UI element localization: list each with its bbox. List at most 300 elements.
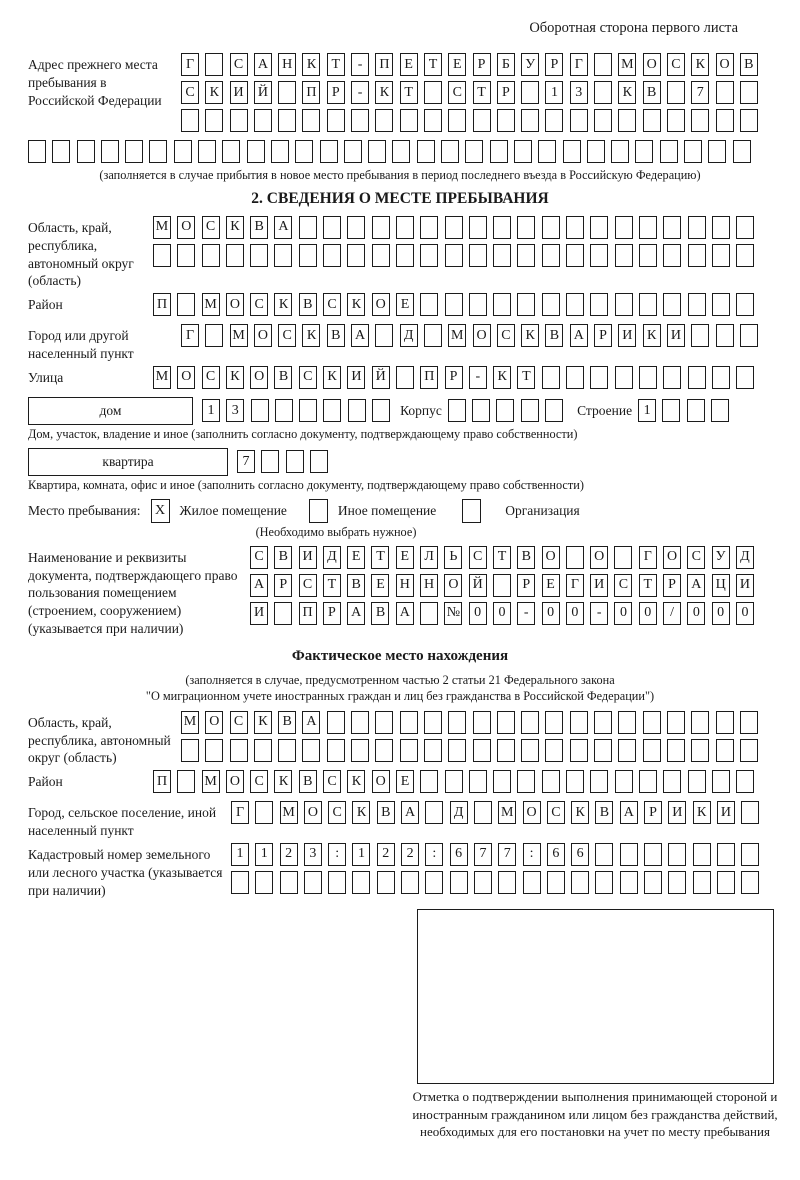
char-cell[interactable]	[278, 739, 296, 762]
char-cell[interactable]: Т	[400, 81, 418, 104]
char-cell[interactable]: А	[302, 711, 320, 734]
char-cell[interactable]: Б	[497, 53, 515, 76]
char-cell[interactable]: 7	[498, 843, 516, 866]
char-cell[interactable]: К	[274, 770, 292, 793]
char-cell[interactable]: О	[473, 324, 491, 347]
char-cell[interactable]	[618, 109, 636, 132]
char-cell[interactable]	[521, 109, 539, 132]
char-cell[interactable]: В	[517, 546, 535, 569]
char-cell[interactable]	[417, 140, 435, 163]
char-cell[interactable]	[445, 293, 463, 316]
char-cell[interactable]	[469, 293, 487, 316]
char-cell[interactable]: Д	[450, 801, 468, 824]
char-cell[interactable]	[254, 739, 272, 762]
char-cell[interactable]	[590, 293, 608, 316]
char-cell[interactable]	[570, 739, 588, 762]
char-cell[interactable]	[472, 399, 490, 422]
char-cell[interactable]	[101, 140, 119, 163]
char-cell[interactable]: Е	[347, 546, 365, 569]
char-cell[interactable]: Е	[448, 53, 466, 76]
char-cell[interactable]	[667, 711, 685, 734]
char-cell[interactable]: С	[448, 81, 466, 104]
char-cell[interactable]: П	[153, 770, 171, 793]
char-cell[interactable]	[587, 140, 605, 163]
char-cell[interactable]	[302, 109, 320, 132]
char-cell[interactable]: И	[736, 574, 754, 597]
char-cell[interactable]	[202, 244, 220, 267]
char-cell[interactable]	[250, 244, 268, 267]
char-cell[interactable]: Т	[323, 574, 341, 597]
char-cell[interactable]	[740, 81, 758, 104]
char-cell[interactable]: Р	[327, 81, 345, 104]
char-cell[interactable]: Т	[371, 546, 389, 569]
char-cell[interactable]	[712, 293, 730, 316]
char-cell[interactable]: М	[498, 801, 516, 824]
char-cell[interactable]	[247, 140, 265, 163]
char-cell[interactable]	[392, 140, 410, 163]
char-cell[interactable]	[230, 109, 248, 132]
char-cell[interactable]	[736, 216, 754, 239]
char-cell[interactable]: О	[523, 801, 541, 824]
char-cell[interactable]: С	[202, 216, 220, 239]
char-cell[interactable]	[643, 109, 661, 132]
char-cell[interactable]	[542, 770, 560, 793]
char-cell[interactable]	[538, 140, 556, 163]
char-cell[interactable]	[251, 399, 269, 422]
char-cell[interactable]: №	[444, 602, 462, 625]
char-cell[interactable]	[327, 711, 345, 734]
char-cell[interactable]: 0	[639, 602, 657, 625]
char-cell[interactable]	[545, 399, 563, 422]
char-cell[interactable]	[222, 140, 240, 163]
char-cell[interactable]: М	[202, 293, 220, 316]
char-cell[interactable]: С	[202, 366, 220, 389]
char-cell[interactable]: В	[274, 546, 292, 569]
char-cell[interactable]: 0	[566, 602, 584, 625]
char-cell[interactable]	[465, 140, 483, 163]
char-cell[interactable]	[741, 801, 759, 824]
char-cell[interactable]: С	[328, 801, 346, 824]
char-cell[interactable]	[639, 244, 657, 267]
char-cell[interactable]	[566, 366, 584, 389]
char-cell[interactable]: Т	[493, 546, 511, 569]
char-cell[interactable]	[740, 109, 758, 132]
char-cell[interactable]: Р	[663, 574, 681, 597]
char-cell[interactable]	[205, 109, 223, 132]
char-cell[interactable]: Т	[517, 366, 535, 389]
char-cell[interactable]: К	[493, 366, 511, 389]
char-cell[interactable]	[620, 843, 638, 866]
char-cell[interactable]: С	[230, 53, 248, 76]
char-cell[interactable]: Е	[396, 293, 414, 316]
char-cell[interactable]: Н	[396, 574, 414, 597]
char-cell[interactable]: Г	[181, 324, 199, 347]
char-cell[interactable]: Л	[420, 546, 438, 569]
char-cell[interactable]: Й	[372, 366, 390, 389]
char-cell[interactable]	[712, 366, 730, 389]
char-cell[interactable]: М	[202, 770, 220, 793]
char-cell[interactable]: К	[254, 711, 272, 734]
char-cell[interactable]: О	[304, 801, 322, 824]
char-cell[interactable]: П	[153, 293, 171, 316]
char-cell[interactable]: Д	[736, 546, 754, 569]
char-cell[interactable]: О	[716, 53, 734, 76]
char-cell[interactable]: С	[323, 293, 341, 316]
char-cell[interactable]	[299, 399, 317, 422]
char-cell[interactable]: К	[347, 293, 365, 316]
char-cell[interactable]	[198, 140, 216, 163]
char-cell[interactable]: 6	[450, 843, 468, 866]
char-cell[interactable]	[496, 399, 514, 422]
char-cell[interactable]: 0	[614, 602, 632, 625]
char-cell[interactable]	[668, 843, 686, 866]
char-cell[interactable]: -	[469, 366, 487, 389]
char-cell[interactable]: Й	[469, 574, 487, 597]
char-cell[interactable]: 7	[691, 81, 709, 104]
char-cell[interactable]: И	[590, 574, 608, 597]
char-cell[interactable]	[375, 324, 393, 347]
char-cell[interactable]	[595, 871, 613, 894]
char-cell[interactable]	[717, 871, 735, 894]
char-cell[interactable]: В	[371, 602, 389, 625]
char-cell[interactable]: И	[230, 81, 248, 104]
char-cell[interactable]	[716, 324, 734, 347]
char-cell[interactable]	[493, 244, 511, 267]
char-cell[interactable]: М	[618, 53, 636, 76]
char-cell[interactable]	[618, 739, 636, 762]
char-cell[interactable]	[396, 216, 414, 239]
char-cell[interactable]: 1	[352, 843, 370, 866]
char-cell[interactable]: О	[250, 366, 268, 389]
char-cell[interactable]: С	[687, 546, 705, 569]
char-cell[interactable]	[594, 53, 612, 76]
char-cell[interactable]	[425, 801, 443, 824]
char-cell[interactable]	[473, 711, 491, 734]
char-cell[interactable]	[153, 244, 171, 267]
char-cell[interactable]	[445, 216, 463, 239]
char-cell[interactable]	[280, 871, 298, 894]
char-cell[interactable]	[688, 293, 706, 316]
char-cell[interactable]	[590, 216, 608, 239]
char-cell[interactable]: О	[226, 770, 244, 793]
char-cell[interactable]	[547, 871, 565, 894]
char-cell[interactable]	[615, 216, 633, 239]
char-cell[interactable]	[420, 216, 438, 239]
char-cell[interactable]	[299, 216, 317, 239]
char-cell[interactable]	[618, 711, 636, 734]
char-cell[interactable]: К	[693, 801, 711, 824]
char-cell[interactable]	[401, 871, 419, 894]
char-cell[interactable]	[566, 293, 584, 316]
char-cell[interactable]: :	[523, 843, 541, 866]
char-cell[interactable]	[205, 739, 223, 762]
char-cell[interactable]	[424, 739, 442, 762]
char-cell[interactable]	[712, 770, 730, 793]
char-cell[interactable]: В	[545, 324, 563, 347]
char-cell[interactable]	[448, 399, 466, 422]
char-cell[interactable]: 2	[377, 843, 395, 866]
char-cell[interactable]: О	[590, 546, 608, 569]
char-cell[interactable]: О	[205, 711, 223, 734]
char-cell[interactable]	[327, 109, 345, 132]
char-cell[interactable]	[594, 81, 612, 104]
char-cell[interactable]: К	[521, 324, 539, 347]
char-cell[interactable]: К	[618, 81, 636, 104]
char-cell[interactable]	[295, 140, 313, 163]
char-cell[interactable]: Е	[371, 574, 389, 597]
char-cell[interactable]	[275, 399, 293, 422]
char-cell[interactable]: В	[347, 574, 365, 597]
char-cell[interactable]	[590, 366, 608, 389]
char-cell[interactable]	[469, 216, 487, 239]
char-cell[interactable]: Е	[396, 546, 414, 569]
char-cell[interactable]: С	[299, 574, 317, 597]
char-cell[interactable]	[639, 216, 657, 239]
char-cell[interactable]	[691, 324, 709, 347]
char-cell[interactable]	[668, 871, 686, 894]
char-cell[interactable]	[323, 399, 341, 422]
char-cell[interactable]	[469, 244, 487, 267]
char-cell[interactable]: В	[327, 324, 345, 347]
char-cell[interactable]	[667, 739, 685, 762]
char-cell[interactable]: К	[347, 770, 365, 793]
char-cell[interactable]	[517, 216, 535, 239]
char-cell[interactable]	[424, 324, 442, 347]
char-cell[interactable]: В	[250, 216, 268, 239]
char-cell[interactable]: Ц	[712, 574, 730, 597]
char-cell[interactable]	[736, 244, 754, 267]
char-cell[interactable]	[348, 399, 366, 422]
char-cell[interactable]	[396, 244, 414, 267]
char-cell[interactable]	[375, 109, 393, 132]
char-cell[interactable]: А	[570, 324, 588, 347]
char-cell[interactable]	[615, 293, 633, 316]
char-cell[interactable]: О	[542, 546, 560, 569]
char-cell[interactable]	[566, 770, 584, 793]
char-cell[interactable]: К	[226, 216, 244, 239]
char-cell[interactable]	[230, 739, 248, 762]
char-cell[interactable]: О	[643, 53, 661, 76]
char-cell[interactable]	[688, 244, 706, 267]
char-cell[interactable]: 6	[547, 843, 565, 866]
char-cell[interactable]: 1	[545, 81, 563, 104]
char-cell[interactable]: А	[351, 324, 369, 347]
char-cell[interactable]	[545, 739, 563, 762]
char-cell[interactable]	[351, 109, 369, 132]
char-cell[interactable]	[226, 244, 244, 267]
char-cell[interactable]: С	[299, 366, 317, 389]
char-cell[interactable]	[328, 871, 346, 894]
char-cell[interactable]	[662, 399, 680, 422]
char-cell[interactable]	[177, 293, 195, 316]
char-cell[interactable]: А	[620, 801, 638, 824]
char-cell[interactable]: И	[299, 546, 317, 569]
char-cell[interactable]	[667, 109, 685, 132]
char-cell[interactable]	[125, 140, 143, 163]
char-cell[interactable]	[400, 739, 418, 762]
char-cell[interactable]	[286, 450, 304, 473]
char-cell[interactable]	[712, 216, 730, 239]
char-cell[interactable]: 0	[493, 602, 511, 625]
char-cell[interactable]	[708, 140, 726, 163]
char-cell[interactable]	[691, 711, 709, 734]
char-cell[interactable]	[711, 399, 729, 422]
char-cell[interactable]	[590, 770, 608, 793]
char-cell[interactable]: К	[571, 801, 589, 824]
char-cell[interactable]	[563, 140, 581, 163]
char-cell[interactable]: Й	[254, 81, 272, 104]
char-cell[interactable]	[372, 216, 390, 239]
char-cell[interactable]	[372, 399, 390, 422]
char-cell[interactable]	[570, 711, 588, 734]
char-cell[interactable]	[571, 871, 589, 894]
char-cell[interactable]: Р	[497, 81, 515, 104]
char-cell[interactable]: 1	[231, 843, 249, 866]
char-cell[interactable]	[712, 244, 730, 267]
char-cell[interactable]	[635, 140, 653, 163]
char-cell[interactable]	[716, 739, 734, 762]
char-cell[interactable]	[663, 366, 681, 389]
char-cell[interactable]	[304, 871, 322, 894]
char-cell[interactable]: А	[274, 216, 292, 239]
char-cell[interactable]	[611, 140, 629, 163]
char-cell[interactable]	[474, 871, 492, 894]
char-cell[interactable]	[716, 711, 734, 734]
char-cell[interactable]	[517, 244, 535, 267]
char-cell[interactable]	[691, 109, 709, 132]
char-cell[interactable]: -	[351, 53, 369, 76]
char-cell[interactable]	[28, 140, 46, 163]
char-cell[interactable]: 7	[237, 450, 255, 473]
char-cell[interactable]	[615, 770, 633, 793]
char-cell[interactable]: К	[352, 801, 370, 824]
char-cell[interactable]	[52, 140, 70, 163]
char-cell[interactable]	[351, 711, 369, 734]
char-cell[interactable]: И	[347, 366, 365, 389]
char-cell[interactable]	[663, 770, 681, 793]
char-cell[interactable]	[741, 843, 759, 866]
char-cell[interactable]	[473, 739, 491, 762]
char-cell[interactable]: 1	[202, 399, 220, 422]
char-cell[interactable]	[441, 140, 459, 163]
char-cell[interactable]: В	[299, 770, 317, 793]
char-cell[interactable]	[639, 770, 657, 793]
char-cell[interactable]: :	[425, 843, 443, 866]
char-cell[interactable]: О	[177, 216, 195, 239]
char-cell[interactable]: С	[278, 324, 296, 347]
char-cell[interactable]	[375, 711, 393, 734]
char-cell[interactable]: Р	[445, 366, 463, 389]
char-cell[interactable]: 7	[474, 843, 492, 866]
char-cell[interactable]	[691, 739, 709, 762]
char-cell[interactable]	[493, 216, 511, 239]
char-cell[interactable]: Р	[594, 324, 612, 347]
char-cell[interactable]: 2	[280, 843, 298, 866]
char-cell[interactable]	[490, 140, 508, 163]
char-cell[interactable]: А	[401, 801, 419, 824]
char-cell[interactable]: В	[377, 801, 395, 824]
char-cell[interactable]	[174, 140, 192, 163]
char-cell[interactable]: Т	[424, 53, 442, 76]
char-cell[interactable]	[347, 216, 365, 239]
char-cell[interactable]: 6	[571, 843, 589, 866]
char-cell[interactable]	[687, 399, 705, 422]
char-cell[interactable]: И	[717, 801, 735, 824]
char-cell[interactable]	[594, 109, 612, 132]
char-cell[interactable]	[663, 244, 681, 267]
char-cell[interactable]	[302, 739, 320, 762]
char-cell[interactable]: С	[469, 546, 487, 569]
char-cell[interactable]: У	[712, 546, 730, 569]
char-cell[interactable]: Г	[570, 53, 588, 76]
char-cell[interactable]	[688, 366, 706, 389]
char-cell[interactable]	[400, 711, 418, 734]
char-cell[interactable]: Р	[545, 53, 563, 76]
char-cell[interactable]	[352, 871, 370, 894]
char-cell[interactable]: А	[347, 602, 365, 625]
char-cell[interactable]	[590, 244, 608, 267]
char-cell[interactable]	[517, 770, 535, 793]
char-cell[interactable]	[716, 109, 734, 132]
char-cell[interactable]	[261, 450, 279, 473]
char-cell[interactable]: К	[375, 81, 393, 104]
char-cell[interactable]: О	[254, 324, 272, 347]
char-cell[interactable]	[231, 871, 249, 894]
char-cell[interactable]	[523, 871, 541, 894]
char-cell[interactable]: М	[153, 216, 171, 239]
char-cell[interactable]: /	[663, 602, 681, 625]
char-cell[interactable]	[445, 770, 463, 793]
char-cell[interactable]	[445, 244, 463, 267]
char-cell[interactable]	[693, 871, 711, 894]
char-cell[interactable]: П	[375, 53, 393, 76]
char-cell[interactable]	[320, 140, 338, 163]
char-cell[interactable]: С	[250, 770, 268, 793]
char-cell[interactable]	[566, 546, 584, 569]
char-cell[interactable]	[77, 140, 95, 163]
char-cell[interactable]	[278, 109, 296, 132]
char-cell[interactable]	[736, 770, 754, 793]
char-cell[interactable]	[498, 871, 516, 894]
char-cell[interactable]	[424, 81, 442, 104]
char-cell[interactable]	[420, 770, 438, 793]
char-cell[interactable]	[377, 871, 395, 894]
char-cell[interactable]: Г	[639, 546, 657, 569]
char-cell[interactable]: В	[299, 293, 317, 316]
char-cell[interactable]: О	[226, 293, 244, 316]
char-cell[interactable]	[740, 739, 758, 762]
char-cell[interactable]: О	[444, 574, 462, 597]
char-cell[interactable]	[521, 739, 539, 762]
char-cell[interactable]	[400, 109, 418, 132]
char-cell[interactable]: К	[226, 366, 244, 389]
char-cell[interactable]	[425, 871, 443, 894]
char-cell[interactable]	[474, 801, 492, 824]
char-cell[interactable]: Р	[274, 574, 292, 597]
char-cell[interactable]: С	[230, 711, 248, 734]
char-cell[interactable]	[493, 293, 511, 316]
char-cell[interactable]	[660, 140, 678, 163]
char-cell[interactable]: В	[595, 801, 613, 824]
char-cell[interactable]	[271, 140, 289, 163]
char-cell[interactable]: К	[302, 324, 320, 347]
char-cell[interactable]: А	[254, 53, 272, 76]
char-cell[interactable]	[644, 871, 662, 894]
char-cell[interactable]: С	[614, 574, 632, 597]
char-cell[interactable]	[372, 244, 390, 267]
char-cell[interactable]	[542, 293, 560, 316]
char-cell[interactable]	[205, 324, 223, 347]
